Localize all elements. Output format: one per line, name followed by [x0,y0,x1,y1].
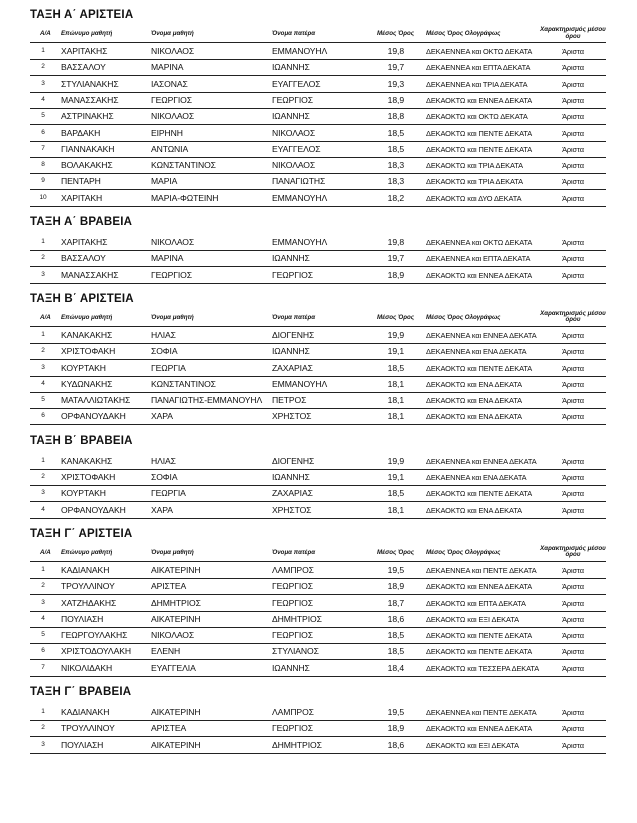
header-characterization: Χαρακτηρισμός μέσου όρου [540,309,606,324]
cell-char: Άριστα [562,79,584,89]
cell-surname: ΤΡΟΥΛΛΙΝΟΥ [61,581,115,592]
cell-name: ΔΗΜΗΤΡΙΟΣ [151,597,201,608]
cell-name: ΜΑΡΙΝΑ [151,62,184,73]
header-average: Μέσος Όρος [377,548,415,556]
cell-average: 18,6 [387,739,404,750]
table-row [30,376,606,393]
cell-father: ΔΙΟΓΕΝΗΣ [272,455,315,466]
table-row [30,141,606,158]
cell-char: Άριστα [562,330,584,340]
table-row [30,660,606,677]
table-row [30,643,606,660]
cell-surname: ΝΙΚΟΛΙΔΑΚΗ [61,662,113,673]
table-row [30,562,606,579]
table-row [30,190,606,207]
table-row [30,157,606,174]
cell-average: 18,9 [387,723,404,734]
cell-surname: ΧΡΙΣΤΟΦΑΚΗ [61,472,116,482]
cell-char: Άριστα [562,193,584,203]
cell-average: 18,1 [387,395,404,406]
cell-words: ΔΕΚΑΕΝΝΕΑ και ΕΝΝΕΑ ΔΕΚΑΤΑ [426,330,537,340]
table-row [30,343,606,360]
cell-name: ΜΑΡΙΑ-ΦΩΤΕΙΝΗ [151,192,219,203]
header-average-words: Μέσος Όρος Ολογράφως [426,313,501,321]
cell-char: Άριστα [562,473,584,482]
cell-words: ΔΕΚΑΟΚΤΩ και ΕΞΙ ΔΕΚΑΤΑ [426,614,519,624]
table-row [30,627,606,644]
cell-aa: 2 [41,254,45,262]
cell-father: ΝΙΚΟΛΑΟΣ [272,127,316,138]
section-title: ΤΑΞΗ Γ΄ ΑΡΙΣΤΕΙΑ [30,527,133,540]
section-title: ΤΑΞΗ Α΄ ΒΡΑΒΕΙΑ [30,216,133,228]
cell-surname: ΒΟΛΑΚΑΚΗΣ [61,160,113,171]
cell-aa: 5 [41,112,45,120]
table-row [30,267,606,284]
cell-surname: ΒΑΡΔΑΚΗ [61,127,101,138]
cell-average: 19,7 [387,253,404,264]
cell-father: ΖΑΧΑΡΙΑΣ [272,362,313,373]
cell-char: Άριστα [562,254,584,264]
cell-aa: 1 [41,330,45,338]
cell-father: ΠΕΤΡΟΣ [272,395,307,406]
cell-surname: ΤΡΟΥΛΛΙΝΟΥ [61,723,115,734]
cell-name: ΜΑΡΙΝΑ [151,253,184,264]
cell-father: ΔΙΟΓΕΝΗΣ [272,329,315,340]
cell-father: ΛΑΜΠΡΟΣ [272,564,314,575]
table-row [30,392,606,409]
cell-name: ΣΟΦΙΑ [151,472,178,482]
cell-surname: ΠΕΝΤΑΡΗ [61,176,101,187]
cell-aa: 6 [41,412,45,420]
cell-char: Άριστα [562,565,584,575]
cell-name: ΓΕΩΡΓΙΟΣ [151,269,192,280]
table-header [30,27,606,43]
cell-name: ΣΟΦΙΑ [151,346,178,357]
cell-name: ΠΑΝΑΓΙΩΤΗΣ-ΕΜΜΑΝΟΥΗΛ [151,395,263,406]
cell-surname: ΟΡΦΑΝΟΥΔΑΚΗ [61,504,126,515]
cell-name: ΑΙΚΑΤΕΡΙΝΗ [151,739,201,750]
cell-words: ΔΕΚΑΟΚΤΩ και ΠΕΝΤΕ ΔΕΚΑΤΑ [426,144,533,154]
table-row [30,453,606,470]
cell-aa: 5 [41,396,45,404]
table-row [30,92,606,109]
header-father: Όνομα πατέρα [272,548,316,556]
cell-aa: 3 [41,598,45,606]
table-header [30,546,606,562]
cell-name: ΙΑΣΟΝΑΣ [151,78,188,89]
cell-average: 18,4 [387,662,404,673]
cell-surname: ΚΥΔΩΝΑΚΗΣ [61,378,113,389]
cell-name: ΝΙΚΟΛΑΟΣ [151,237,195,247]
cell-average: 18,5 [387,143,404,154]
cell-average: 18,8 [387,111,404,122]
cell-name: ΑΙΚΑΤΕΡΙΝΗ [151,707,201,717]
cell-char: Άριστα [562,363,584,373]
header-aa: Α/Α [40,30,51,37]
table-row [30,234,606,251]
cell-surname: ΒΑΣΣΑΛΟΥ [61,253,106,264]
cell-father: ΙΩΑΝΝΗΣ [272,346,310,357]
cell-aa: 1 [41,708,45,715]
cell-char: Άριστα [562,582,584,592]
cell-surname: ΣΤΥΛΙΑΝΑΚΗΣ [61,78,119,89]
cell-average: 19,1 [387,472,404,482]
cell-father: ΠΑΝΑΓΙΩΤΗΣ [272,176,326,187]
cell-words: ΔΕΚΑΕΝΝΕΑ και ΕΠΤΑ ΔΕΚΑΤΑ [426,63,531,73]
cell-name: ΑΡΙΣΤΕΑ [151,581,187,592]
section-title: ΤΑΞΗ Α΄ ΑΡΙΣΤΕΙΑ [30,9,134,21]
cell-words: ΔΕΚΑΟΚΤΩ και ΠΕΝΤΕ ΔΕΚΑΤΑ [426,647,533,657]
cell-father: ΙΩΑΝΝΗΣ [272,111,310,122]
cell-average: 18,5 [387,630,404,641]
cell-surname: ΓΙΑΝΝΑΚΑΚΗ [61,143,115,154]
header-father: Όνομα πατέρα [272,313,316,321]
table-row [30,737,606,754]
cell-words: ΔΕΚΑΟΚΤΩ και ΕΝΑ ΔΕΚΑΤΑ [426,412,522,422]
cell-aa: 8 [41,161,45,169]
cell-words: ΔΕΚΑΕΝΝΕΑ και ΕΠΤΑ ΔΕΚΑΤΑ [426,254,531,264]
cell-name: ΕΛΕΝΗ [151,646,181,657]
cell-char: Άριστα [562,489,584,499]
cell-father: ΓΕΩΡΓΙΟΣ [272,269,313,280]
cell-name: ΝΙΚΟΛΑΟΣ [151,630,195,641]
cell-words: ΔΕΚΑΟΚΤΩ και ΕΠΤΑ ΔΕΚΑΤΑ [426,598,526,608]
table-row [30,360,606,377]
cell-average: 19,8 [387,46,404,56]
cell-father: ΕΜΜΑΝΟΥΗΛ [272,378,328,389]
table-row [30,720,606,737]
cell-average: 18,3 [387,176,404,187]
cell-char: Άριστα [562,614,584,624]
cell-average: 19,5 [387,707,404,717]
cell-average: 18,1 [387,378,404,389]
table-row [30,125,606,142]
header-aa: Α/Α [40,313,51,321]
cell-aa: 9 [41,177,45,185]
cell-father: ΝΙΚΟΛΑΟΣ [272,160,316,171]
table-row [30,578,606,595]
cell-surname: ΜΑΤΑΛΛΙΩΤΑΚΗΣ [61,395,131,406]
cell-words: ΔΕΚΑΕΝΝΕΑ και ΟΚΤΩ ΔΕΚΑΤΑ [426,47,533,56]
cell-aa: 6 [41,647,45,655]
cell-words: ΔΕΚΑΟΚΤΩ και ΕΝΝΕΑ ΔΕΚΑΤΑ [426,724,533,734]
cell-surname: ΧΑΡΙΤΑΚΗΣ [61,46,108,56]
cell-father: ΖΑΧΑΡΙΑΣ [272,488,313,499]
header-name: Όνομα μαθητή [151,30,194,37]
cell-words: ΔΕΚΑΟΚΤΩ και ΕΝΑ ΔΕΚΑΤΑ [426,505,522,515]
cell-aa: 2 [41,347,45,355]
cell-name: ΜΑΡΙΑ [151,176,178,187]
cell-average: 18,7 [387,597,404,608]
header-average: Μέσος Όρος [377,30,415,37]
cell-aa: 3 [41,489,45,497]
table-row [30,502,606,519]
cell-words: ΔΕΚΑΟΚΤΩ και ΠΕΝΤΕ ΔΕΚΑΤΑ [426,489,533,499]
cell-name: ΚΩΝΣΤΑΝΤΙΝΟΣ [151,160,216,171]
cell-average: 18,3 [387,160,404,171]
table-row [30,173,606,190]
header-characterization: Χαρακτηρισμός μέσου όρου [540,26,606,40]
cell-father: ΕΜΜΑΝΟΥΗΛ [272,192,328,203]
cell-aa: 2 [41,63,45,71]
cell-aa: 3 [41,270,45,278]
cell-char: Άριστα [562,63,584,73]
table-row [30,469,606,486]
cell-name: ΑΝΤΩΝΙΑ [151,143,189,154]
cell-char: Άριστα [562,396,584,406]
table-row [30,595,606,612]
table-row [30,43,606,60]
header-average-words: Μέσος Όρος Ολογράφως [426,548,501,556]
cell-char: Άριστα [562,270,584,280]
cell-father: ΧΡΗΣΤΟΣ [272,504,312,515]
table-row [30,76,606,93]
table-row [30,59,606,76]
cell-father: ΓΕΩΡΓΙΟΣ [272,94,313,105]
header-name: Όνομα μαθητή [151,313,194,321]
cell-father: ΓΕΩΡΓΙΟΣ [272,630,313,641]
cell-average: 18,6 [387,613,404,624]
cell-char: Άριστα [562,724,584,734]
cell-aa: 3 [41,740,45,748]
cell-char: Άριστα [562,598,584,608]
cell-average: 18,9 [387,94,404,105]
cell-aa: 7 [41,663,45,671]
cell-father: ΙΩΑΝΝΗΣ [272,472,310,482]
cell-words: ΔΕΚΑΟΚΤΩ και ΕΝΑ ΔΕΚΑΤΑ [426,396,522,406]
cell-average: 18,5 [387,488,404,499]
cell-father: ΔΗΜΗΤΡΙΟΣ [272,739,322,750]
cell-surname: ΓΕΩΡΓΟΥΛΑΚΗΣ [61,630,128,641]
cell-father: ΣΤΥΛΙΑΝΟΣ [272,646,319,657]
cell-surname: ΧΑΡΙΤΑΚΗΣ [61,237,108,247]
cell-words: ΔΕΚΑΕΝΝΕΑ και ΤΡΙΑ ΔΕΚΑΤΑ [426,79,528,89]
cell-words: ΔΕΚΑΟΚΤΩ και ΕΞΙ ΔΕΚΑΤΑ [426,740,519,750]
cell-words: ΔΕΚΑΕΝΝΕΑ και ΠΕΝΤΕ ΔΕΚΑΤΑ [426,708,537,717]
cell-aa: 2 [41,582,45,590]
cell-words: ΔΕΚΑΕΝΝΕΑ και ΠΕΝΤΕ ΔΕΚΑΤΑ [426,565,537,575]
cell-name: ΑΡΙΣΤΕΑ [151,723,187,734]
cell-words: ΔΕΚΑΟΚΤΩ και ΕΝΝΕΑ ΔΕΚΑΤΑ [426,270,533,280]
cell-char: Άριστα [562,161,584,171]
cell-name: ΓΕΩΡΓΙΑ [151,488,186,499]
cell-surname: ΠΟΥΛΙΑΣΗ [61,739,104,750]
cell-words: ΔΕΚΑΕΝΝΕΑ και ΕΝΝΕΑ ΔΕΚΑΤΑ [426,456,537,466]
cell-words: ΔΕΚΑΟΚΤΩ και ΤΡΙΑ ΔΕΚΑΤΑ [426,161,523,171]
cell-words: ΔΕΚΑΟΚΤΩ και ΕΝΝΕΑ ΔΕΚΑΤΑ [426,95,533,105]
cell-name: ΑΙΚΑΤΕΡΙΝΗ [151,613,201,624]
cell-surname: ΜΑΝΑΣΣΑΚΗΣ [61,94,119,105]
cell-average: 19,3 [387,78,404,89]
cell-surname: ΧΑΡΙΤΑΚΗ [61,192,103,203]
cell-father: ΓΕΩΡΓΙΟΣ [272,581,313,592]
cell-name: ΑΙΚΑΤΕΡΙΝΗ [151,564,201,575]
cell-average: 18,5 [387,127,404,138]
cell-name: ΚΩΝΣΤΑΝΤΙΝΟΣ [151,378,216,389]
cell-char: Άριστα [562,631,584,641]
cell-words: ΔΕΚΑΟΚΤΩ και ΔΥΟ ΔΕΚΑΤΑ [426,193,522,203]
cell-name: ΧΑΡΑ [151,504,173,515]
cell-name: ΗΛΙΑΣ [151,455,176,466]
cell-aa: 3 [41,363,45,371]
cell-aa: 6 [41,128,45,136]
cell-words: ΔΕΚΑΟΚΤΩ και ΠΕΝΤΕ ΔΕΚΑΤΑ [426,631,533,641]
cell-surname: ΧΑΤΖΗΔΑΚΗΣ [61,597,117,608]
header-surname: Επώνυμο μαθητή [61,313,113,321]
cell-father: ΓΕΩΡΓΙΟΣ [272,597,313,608]
cell-father: ΧΡΗΣΤΟΣ [272,411,312,422]
cell-aa: 4 [41,505,45,513]
cell-father: ΕΜΜΑΝΟΥΗΛ [272,237,328,247]
cell-aa: 5 [41,631,45,639]
cell-surname: ΚΑΔΙΑΝΑΚΗ [61,564,110,575]
cell-father: ΔΗΜΗΤΡΙΟΣ [272,613,322,624]
header-surname: Επώνυμο μαθητή [61,30,113,37]
table-row [30,327,606,344]
cell-words: ΔΕΚΑΕΝΝΕΑ και ΕΝΑ ΔΕΚΑΤΑ [426,347,527,357]
cell-char: Άριστα [562,347,584,357]
cell-aa: 2 [41,473,45,480]
cell-surname: ΚΑΝΑΚΑΚΗΣ [61,455,113,466]
cell-average: 18,1 [387,504,404,515]
cell-char: Άριστα [562,379,584,389]
cell-char: Άριστα [562,47,584,56]
cell-words: ΔΕΚΑΟΚΤΩ και ΤΕΣΣΕΡΑ ΔΕΚΑΤΑ [426,663,540,673]
table-header [30,311,606,327]
table-row [30,704,606,721]
cell-name: ΧΑΡΑ [151,411,173,422]
cell-father: ΙΩΑΝΝΗΣ [272,62,310,73]
section-title: ΤΑΞΗ Β΄ ΑΡΙΣΤΕΙΑ [30,292,134,305]
cell-surname: ΠΟΥΛΙΑΣΗ [61,613,104,624]
cell-aa: 3 [41,79,45,87]
cell-aa: 4 [41,95,45,103]
cell-father: ΙΩΑΝΝΗΣ [272,253,310,264]
cell-father: ΕΥΑΓΓΕΛΟΣ [272,78,321,89]
table-row [30,485,606,502]
cell-average: 19,7 [387,62,404,73]
cell-aa: 1 [41,238,45,245]
section-title: ΤΑΞΗ Β΄ ΒΡΑΒΕΙΑ [30,434,133,447]
cell-name: ΝΙΚΟΛΑΟΣ [151,111,195,122]
cell-name: ΕΙΡΗΝΗ [151,127,183,138]
cell-char: Άριστα [562,663,584,673]
cell-surname: ΚΟΥΡΤΑΚΗ [61,362,106,373]
header-characterization: Χαρακτηρισμός μέσου όρου [540,544,606,559]
cell-words: ΔΕΚΑΟΚΤΩ και ΟΚΤΩ ΔΕΚΑΤΑ [426,112,528,122]
table-row [30,108,606,125]
cell-words: ΔΕΚΑΟΚΤΩ και ΠΕΝΤΕ ΔΕΚΑΤΑ [426,128,533,138]
cell-words: ΔΕΚΑΕΝΝΕΑ και ΟΚΤΩ ΔΕΚΑΤΑ [426,238,533,247]
cell-average: 18,5 [387,362,404,373]
cell-name: ΝΙΚΟΛΑΟΣ [151,46,195,56]
cell-father: ΕΜΜΑΝΟΥΗΛ [272,46,328,56]
cell-average: 19,1 [387,346,404,357]
cell-surname: ΚΑΔΙΑΝΑΚΗ [61,707,110,717]
header-average-words: Μέσος Όρος Ολογράφως [426,30,501,37]
cell-aa: 7 [41,144,45,152]
cell-average: 19,8 [387,237,404,247]
cell-surname: ΧΡΙΣΤΟΔΟΥΛΑΚΗ [61,646,131,657]
cell-words: ΔΕΚΑΟΚΤΩ και ΕΝΑ ΔΕΚΑΤΑ [426,379,522,389]
cell-average: 18,9 [387,269,404,280]
cell-char: Άριστα [562,505,584,515]
cell-average: 19,9 [387,329,404,340]
table-row [30,611,606,628]
cell-surname: ΟΡΦΑΝΟΥΔΑΚΗ [61,411,126,422]
cell-father: ΕΥΑΓΓΕΛΟΣ [272,143,321,154]
cell-aa: 4 [41,379,45,387]
cell-char: Άριστα [562,128,584,138]
cell-char: Άριστα [562,177,584,187]
cell-words: ΔΕΚΑΟΚΤΩ και ΠΕΝΤΕ ΔΕΚΑΤΑ [426,363,533,373]
cell-name: ΓΕΩΡΓΙΑ [151,362,186,373]
header-surname: Επώνυμο μαθητή [61,548,113,556]
cell-average: 19,5 [387,564,404,575]
cell-surname: ΚΟΥΡΤΑΚΗ [61,488,106,499]
cell-char: Άριστα [562,740,584,750]
header-aa: Α/Α [40,548,51,556]
cell-name: ΕΥΑΓΓΕΛΙΑ [151,662,196,673]
cell-char: Άριστα [562,238,584,247]
cell-average: 18,9 [387,581,404,592]
cell-aa: 2 [41,724,45,732]
cell-average: 19,9 [387,455,404,466]
cell-surname: ΧΡΙΣΤΟΦΑΚΗ [61,346,116,357]
cell-aa: 10 [39,193,47,201]
cell-char: Άριστα [562,456,584,466]
header-father: Όνομα πατέρα [272,30,316,37]
section-title: ΤΑΞΗ Γ΄ ΒΡΑΒΕΙΑ [30,686,132,698]
header-name: Όνομα μαθητή [151,548,194,556]
cell-average: 18,2 [387,192,404,203]
cell-aa: 1 [41,565,45,573]
cell-average: 18,1 [387,411,404,422]
cell-words: ΔΕΚΑΟΚΤΩ και ΕΝΝΕΑ ΔΕΚΑΤΑ [426,582,533,592]
cell-aa: 1 [41,456,45,464]
cell-aa: 4 [41,614,45,622]
cell-average: 18,5 [387,646,404,657]
header-average: Μέσος Όρος [377,313,415,321]
cell-char: Άριστα [562,95,584,105]
cell-father: ΛΑΜΠΡΟΣ [272,707,314,717]
cell-father: ΙΩΑΝΝΗΣ [272,662,310,673]
cell-words: ΔΕΚΑΟΚΤΩ και ΤΡΙΑ ΔΕΚΑΤΑ [426,177,523,187]
table-row [30,250,606,267]
cell-surname: ΒΑΣΣΑΛΟΥ [61,62,106,73]
cell-aa: 1 [41,47,45,54]
table-row [30,408,606,425]
cell-words: ΔΕΚΑΕΝΝΕΑ και ΕΝΑ ΔΕΚΑΤΑ [426,473,527,482]
cell-father: ΓΕΩΡΓΙΟΣ [272,723,313,734]
cell-char: Άριστα [562,144,584,154]
cell-surname: ΜΑΝΑΣΣΑΚΗΣ [61,269,119,280]
cell-char: Άριστα [562,708,584,717]
cell-name: ΓΕΩΡΓΙΟΣ [151,94,192,105]
cell-char: Άριστα [562,647,584,657]
cell-surname: ΚΑΝΑΚΑΚΗΣ [61,329,113,340]
cell-char: Άριστα [562,412,584,422]
cell-char: Άριστα [562,112,584,122]
cell-name: ΗΛΙΑΣ [151,329,176,340]
cell-surname: ΑΣΤΡΙΝΑΚΗΣ [61,111,114,122]
